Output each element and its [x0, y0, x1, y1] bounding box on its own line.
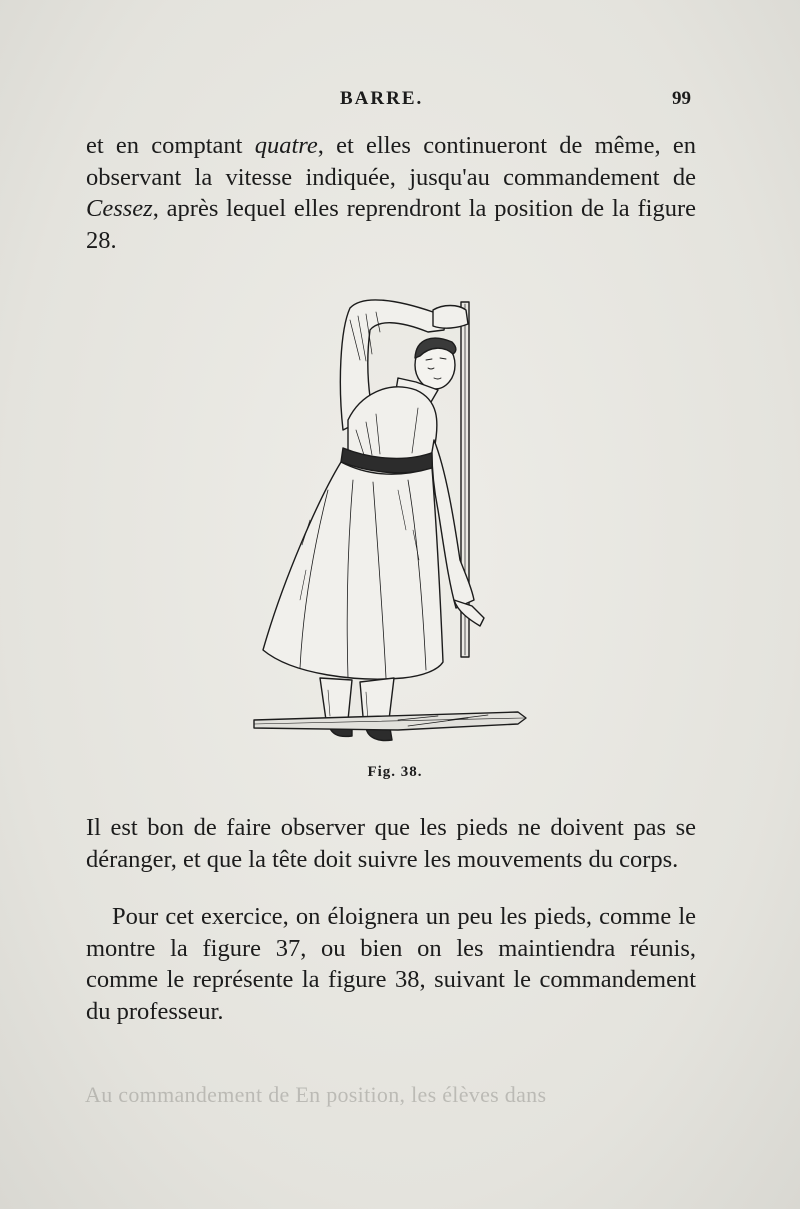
paragraph-3: Pour cet exercice, on éloignera un peu les pieds, comme le montre la figure 37, ou bien on les maintiendra réunis, comme le représente la figure 38, suivant le commandement du professeur. [86, 903, 696, 1025]
bleed-through-text: Au commandement de En position, les élèves dans [85, 1082, 547, 1107]
page-number: 99 [672, 88, 691, 109]
emphasis-cessez: Cessez [86, 195, 153, 222]
paragraph-1-text-c: , après lequel elles reprendront la position de la figure 28. [86, 195, 696, 254]
figure-38-illustration [248, 290, 538, 750]
engraving-woman-with-bar [248, 290, 538, 750]
figure-caption: Fig. 38. [367, 764, 423, 780]
page-header [0, 88, 800, 118]
running-head: BARRE. [340, 88, 424, 109]
paragraph-1-text-a: et en comptant [86, 132, 255, 159]
paragraph-1-text-b: , et elles continueront de même, en observant la vitesse indiquée, jusqu'au commandement de [86, 132, 696, 191]
paragraph-2: Il est bon de faire observer que les pieds ne doivent pas se déranger, et que la tête doit suivre les mouvements du corps. [86, 814, 696, 873]
paragraph-1 [86, 130, 696, 256]
emphasis-quatre: quatre [254, 132, 318, 159]
